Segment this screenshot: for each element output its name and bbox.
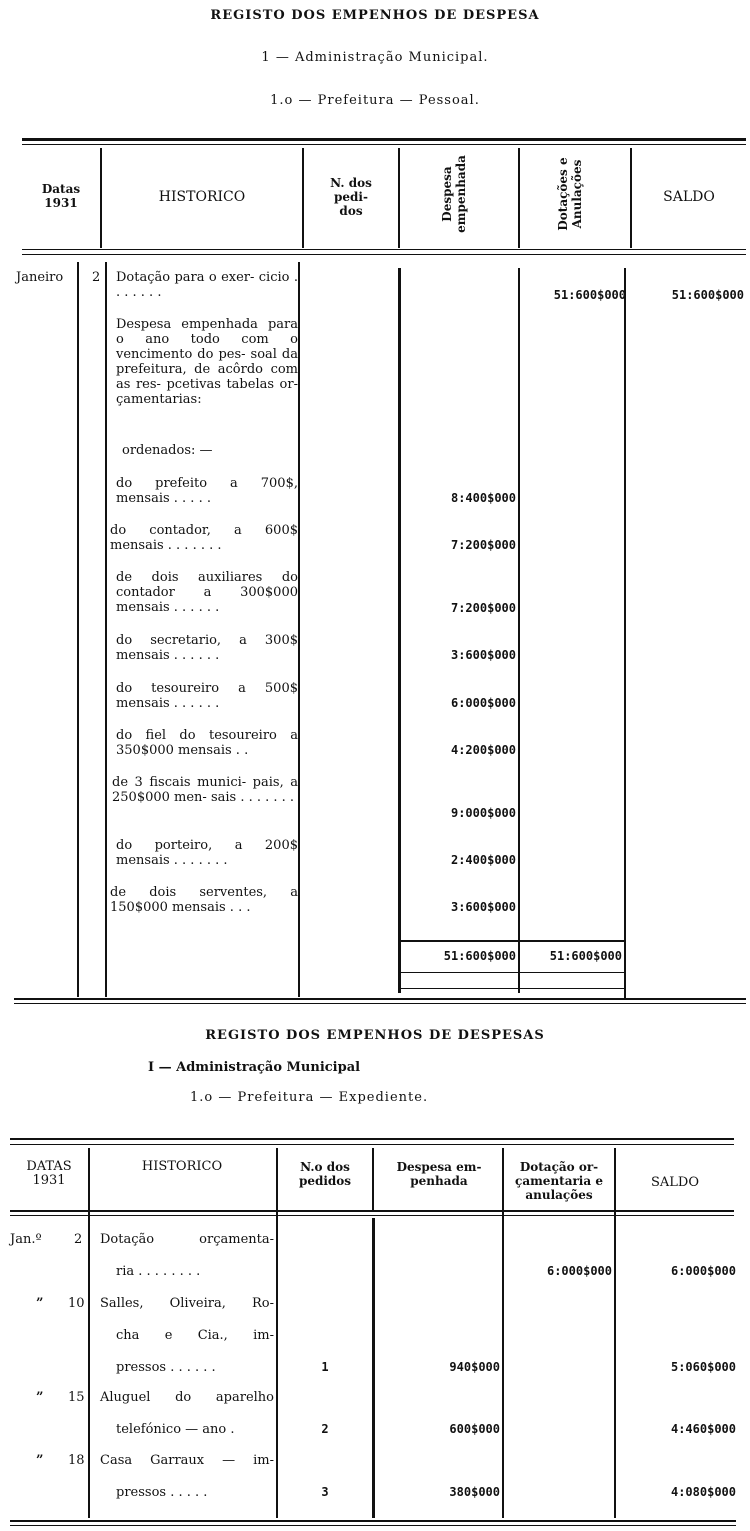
table2-bottom-rule-thin: [10, 1525, 736, 1526]
t1-header-despesa-1: Despesa: [440, 166, 454, 222]
t1-row-2-text: ordenados: —: [122, 443, 213, 458]
t2-header-pedidos-1: N.o dos: [300, 1160, 350, 1174]
table1-top-rule: [22, 138, 746, 141]
t2-col-divider-3: [372, 1218, 375, 1518]
t1-row-3-text: do prefeito a 700$, mensais . . . . .: [116, 476, 298, 506]
section1-subtitle-1: 1 — Administração Municipal.: [261, 50, 489, 65]
t2-header-dotacao-1: Dotação or-: [519, 1160, 599, 1174]
t1-row-10-text: do porteiro, a 200$ mensais . . . . . . .: [116, 838, 298, 868]
t1-col-divider-1: [77, 262, 79, 997]
t1-row-5-despesa: 7:200$000: [450, 601, 516, 615]
t2-row-3-line2: pressos . . . . .: [116, 1485, 208, 1500]
t2-row-2-line1: Aluguel do aparelho: [100, 1390, 274, 1405]
t1-col-divider-3: [298, 262, 300, 997]
t2-row-0-line2: ria . . . . . . . .: [116, 1264, 201, 1279]
t2-header-historico: HISTORICO: [141, 1159, 223, 1174]
table1-header-rule: [22, 249, 746, 250]
t2-row-0-month: Jan.º: [10, 1232, 42, 1247]
t2-row-1-line2: cha e Cia., im-: [116, 1328, 274, 1343]
t1-row-7-despesa: 6:000$000: [450, 696, 516, 710]
t1-total-rule: [398, 940, 624, 942]
t1-header-pedidos-2: pedi-: [334, 190, 368, 204]
t1-row-0-text: Dotação para o exer- cicio . . . . . . .: [116, 270, 298, 300]
t2-header-datas-label: DATAS: [26, 1159, 72, 1174]
t2-row-3-day: 18: [68, 1453, 85, 1468]
section2-subtitle-1: I — Administração Municipal: [148, 1060, 361, 1075]
table1-top-rule-thin: [22, 144, 746, 145]
t1-row-6-text: do secretario, a 300$ mensais . . . . . .: [116, 633, 298, 663]
t2-row-0-line1: Dotação orçamenta-: [100, 1232, 274, 1247]
t1-row-3-despesa: 8:400$000: [450, 491, 516, 505]
t2-row-1-saldo: 5:060$000: [670, 1360, 736, 1374]
t2-header-pedidos: [278, 1160, 372, 1188]
t1-header-pedidos: [304, 176, 398, 218]
t1-row-0-dotacao: 51:600$000: [553, 288, 626, 302]
t1-row-1-text: Despesa empenhada para o ano todo com o vencimento do pes- soal da prefeitura, de acôrdo com as res- pcetivas tabelas or- çamentarias:: [116, 317, 298, 407]
t2-col-divider-4: [502, 1148, 504, 1518]
t1-row-11-text: de dois serventes, a 150$000 mensais . . .: [110, 885, 298, 915]
t1-col-divider-5: [518, 268, 520, 993]
t2-header-despesa: [376, 1160, 502, 1188]
t1-hdr-divider-4: [518, 148, 520, 248]
t2-row-2-month: ”: [36, 1390, 44, 1405]
t1-header-historico: HISTORICO: [158, 189, 246, 205]
table2-bottom-rule: [10, 1520, 736, 1522]
t2-row-1-month: ”: [36, 1296, 44, 1311]
t2-row-1-day: 10: [68, 1296, 85, 1311]
t1-row-9-despesa: 9:000$000: [450, 806, 516, 820]
t2-col-divider-1: [88, 1148, 90, 1518]
t1-row-4-despesa: 7:200$000: [450, 538, 516, 552]
t2-row-1-line1: Salles, Oliveira, Ro-: [100, 1296, 274, 1311]
t2-col-divider-5: [614, 1148, 616, 1518]
table1-bottom-rule: [14, 998, 746, 1000]
t2-header-despesa-2: penhada: [410, 1174, 468, 1188]
section1-title: REGISTO DOS EMPENHOS DE DESPESA: [210, 8, 540, 23]
t1-row-5-text: de dois auxiliares do contador a 300$000 mensais . . . . . .: [116, 570, 298, 615]
table1-bottom-rule-thin: [14, 1003, 746, 1004]
t1-row-0-saldo: 51:600$000: [671, 288, 744, 302]
t2-header-datas: [10, 1160, 88, 1188]
t1-row-8-despesa: 4:200$000: [450, 743, 516, 757]
t2-row-3-saldo: 4:080$000: [670, 1485, 736, 1499]
t2-header-dotacao: [504, 1160, 614, 1202]
t1-date-month: Janeiro: [16, 270, 64, 285]
t2-header-dotacao-3: anulações: [525, 1188, 593, 1202]
t2-row-3-despesa: 380$000: [449, 1485, 500, 1499]
t1-col-divider-6: [624, 268, 626, 998]
t1-col-divider-2: [105, 262, 107, 997]
t2-header-saldo: SALDO: [650, 1175, 699, 1190]
t1-row-7-text: do tesoureiro a 500$ mensais . . . . . .: [116, 681, 298, 711]
table2-header-rule: [10, 1210, 734, 1212]
t1-header-datas: [22, 182, 100, 210]
t1-header-pedidos-1: N. dos: [330, 176, 372, 190]
t1-row-10-despesa: 2:400$000: [450, 853, 516, 867]
t1-total-despesa: 51:600$000: [443, 949, 516, 963]
t1-header-year: 1931: [44, 196, 78, 210]
section2-subtitle-2: 1.o — Prefeitura — Expediente.: [190, 1090, 429, 1105]
t2-row-0-saldo: 6:000$000: [670, 1264, 736, 1278]
t2-header-year: 1931: [32, 1173, 66, 1188]
t2-row-2-despesa: 600$000: [449, 1422, 500, 1436]
t1-header-pedidos-3: dos: [339, 204, 363, 218]
t2-header-despesa-1: Despesa em-: [396, 1160, 482, 1174]
section2-title: REGISTO DOS EMPENHOS DE DESPESAS: [205, 1028, 545, 1043]
t1-total-dotacao: 51:600$000: [549, 949, 622, 963]
table2-top-rule: [10, 1138, 734, 1140]
t2-hdr-divider-3: [372, 1148, 374, 1210]
t1-row-11-despesa: 3:600$000: [450, 900, 516, 914]
t2-row-1-line3: pressos . . . . . .: [116, 1360, 216, 1375]
t1-header-datas-label: Datas: [41, 182, 81, 196]
t2-row-3-line1: Casa Garraux — im-: [100, 1453, 274, 1468]
t2-header-dotacao-2: çamentaria e: [515, 1174, 603, 1188]
t2-row-2-day: 15: [68, 1390, 85, 1405]
t1-hdr-divider-3: [398, 148, 400, 248]
t2-row-1-despesa: 940$000: [449, 1360, 500, 1374]
t2-row-1-pedido: 1: [321, 1360, 329, 1374]
section1-subtitle-2: 1.o — Prefeitura — Pessoal.: [270, 93, 480, 108]
t2-col-divider-2: [276, 1148, 278, 1518]
t2-header-pedidos-2: pedidos: [298, 1174, 352, 1188]
t1-row-4-text: do contador, a 600$ mensais . . . . . . .: [110, 523, 298, 553]
t1-header-dotacoes-1: Dotações e: [556, 157, 570, 231]
t1-row-6-despesa: 3:600$000: [450, 648, 516, 662]
t1-header-saldo: SALDO: [663, 189, 715, 205]
t2-row-0-dotacao: 6:000$000: [546, 1264, 612, 1278]
table2-top-rule-thin: [10, 1144, 734, 1145]
t1-date-day: 2: [92, 270, 101, 285]
t1-header-dotacoes: [556, 144, 592, 244]
t1-header-despesa: [440, 144, 476, 244]
t2-row-2-pedido: 2: [321, 1422, 329, 1436]
t1-row-9-text: de 3 fiscais munici- pais, a 250$000 men- sais . . . . . . .: [112, 775, 298, 805]
table1-header-rule-2: [22, 254, 746, 255]
t1-row-8-text: do fiel do tesoureiro a 350$000 mensais . .: [116, 728, 298, 758]
t1-total-rule-2: [398, 972, 624, 973]
t1-header-despesa-2: empenhada: [454, 155, 468, 233]
t1-header-dotacoes-2: Anulações: [570, 159, 584, 229]
t1-total-rule-3: [398, 988, 624, 989]
t2-row-3-pedido: 3: [321, 1485, 329, 1499]
t1-col-divider-4: [398, 268, 401, 993]
t2-row-2-saldo: 4:460$000: [670, 1422, 736, 1436]
t2-row-3-month: ”: [36, 1453, 44, 1468]
table2-header-rule-2: [10, 1215, 734, 1216]
t2-row-2-line2: telefónico — ano .: [116, 1422, 235, 1437]
t2-row-0-day: 2: [74, 1232, 83, 1247]
